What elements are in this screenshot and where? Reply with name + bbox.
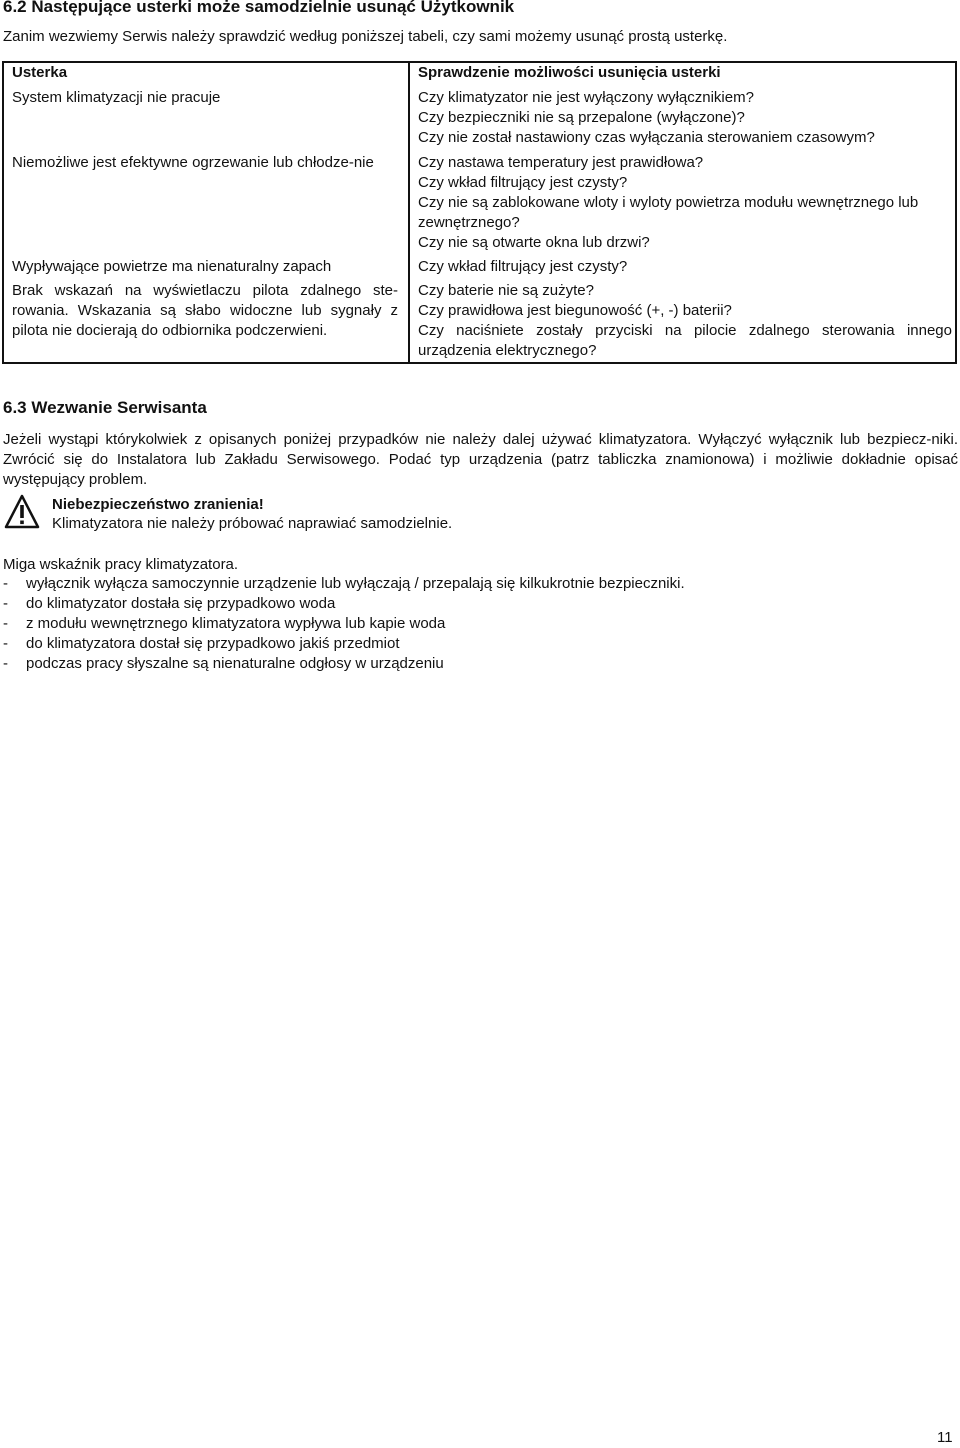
check-item: Czy nie są zablokowane wloty i wyloty powietrza modułu wewnętrznego lub zewnętrznego? <box>418 194 919 231</box>
check-item: Czy nie są otwarte okna lub drzwi? <box>418 234 650 251</box>
table-row-1-fault: System klimatyzacji nie pracuje <box>12 89 221 106</box>
list-item <box>3 634 685 654</box>
list-dash: - <box>3 595 8 612</box>
check-item: Czy prawidłowa jest biegunowość (+, -) baterii? <box>418 302 732 319</box>
service-cases-list <box>3 574 685 674</box>
list-item <box>3 654 685 674</box>
table-row-4-checks <box>418 281 952 361</box>
warning-text: Klimatyzatora nie należy próbować naprawiać samodzielnie. <box>52 515 453 532</box>
section-6-3-paragraph: Jeżeli wystąpi którykolwiek z opisanych poniżej przypadków nie należy dalej używać klimatyzatora. Wyłączyć wyłącznik lub bezpiecz-niki. Zwrócić się do Instalatora lub Zakładu Serwisowego. Podać typ urządzenia (patrz tabliczka znamionowa) i możliwie dokładnie opisać występujący problem. <box>3 431 958 488</box>
list-item-text: podczas pracy słyszalne są nienaturalne odgłosy w urządzeniu <box>26 655 444 672</box>
list-dash: - <box>3 615 8 632</box>
check-item: Czy klimatyzator nie jest wyłączony wyłącznikiem? <box>418 89 754 106</box>
list-item <box>3 574 685 594</box>
table-row-1-checks <box>418 88 952 148</box>
list-item-text: do klimatyzatora dostał się przypadkowo jakiś przedmiot <box>26 635 400 652</box>
table-header-check: Sprawdzenie możliwości usunięcia usterki <box>418 64 721 81</box>
troubleshooting-table <box>2 61 957 364</box>
table-row-2-checks <box>418 153 952 253</box>
table-column-divider <box>408 63 410 362</box>
section-6-2-heading: 6.2 Następujące usterki może samodzielnie usunąć Użytkownik <box>3 0 515 16</box>
list-dash: - <box>3 635 8 652</box>
indicator-lead-text: Miga wskaźnik pracy klimatyzatora. <box>3 556 239 573</box>
list-item-text: wyłącznik wyłącza samoczynnie urządzenie lub wyłączają / przepalają się kilkukrotnie bezpieczniki. <box>26 575 685 592</box>
check-item: Czy baterie nie są zużyte? <box>418 282 594 299</box>
list-item <box>3 614 685 634</box>
list-dash: - <box>3 575 8 592</box>
table-header-fault: Usterka <box>12 64 68 81</box>
list-dash: - <box>3 655 8 672</box>
check-item: Czy wkład filtrujący jest czysty? <box>418 174 628 191</box>
list-item-text: do klimatyzator dostała się przypadkowo woda <box>26 595 336 612</box>
table-row-2-fault <box>12 153 398 173</box>
warning-triangle-icon <box>4 494 40 530</box>
section-6-3-heading: 6.3 Wezwanie Serwisanta <box>3 398 207 417</box>
table-row-3-checks <box>418 257 952 277</box>
section-6-2-intro: Zanim wezwiemy Serwis należy sprawdzić według poniższej tabeli, czy sami możemy usunąć prostą usterkę. <box>3 28 728 45</box>
check-item: Czy nie został nastawiony czas wyłączania sterowaniem czasowym? <box>418 129 875 146</box>
table-row-4-fault: Brak wskazań na wyświetlaczu pilota zdalnego ste-rowania. Wskazania są słabo widoczne lub sygnały z pilota nie docierają do odbiornika podczerwieni. <box>12 282 398 339</box>
fault-text: Niemożliwe jest efektywne ogrzewanie lub chłodze-nie <box>12 154 374 171</box>
page-number: 11 <box>937 1429 953 1446</box>
list-item <box>3 594 685 614</box>
check-item: Czy wkład filtrujący jest czysty? <box>418 258 628 275</box>
warning-title: Niebezpieczeństwo zranienia! <box>52 496 264 513</box>
check-item: Czy nastawa temperatury jest prawidłowa? <box>418 154 704 171</box>
list-item-text: z modułu wewnętrznego klimatyzatora wypływa lub kapie woda <box>26 615 446 632</box>
table-row-3-fault: Wypływające powietrze ma nienaturalny zapach <box>12 258 332 275</box>
check-item: Czy naciśniete zostały przyciski na pilocie zdalnego sterowania innego urządzenia elektrycznego? <box>418 322 952 359</box>
check-item: Czy bezpieczniki nie są przepalone (wyłączone)? <box>418 109 745 126</box>
